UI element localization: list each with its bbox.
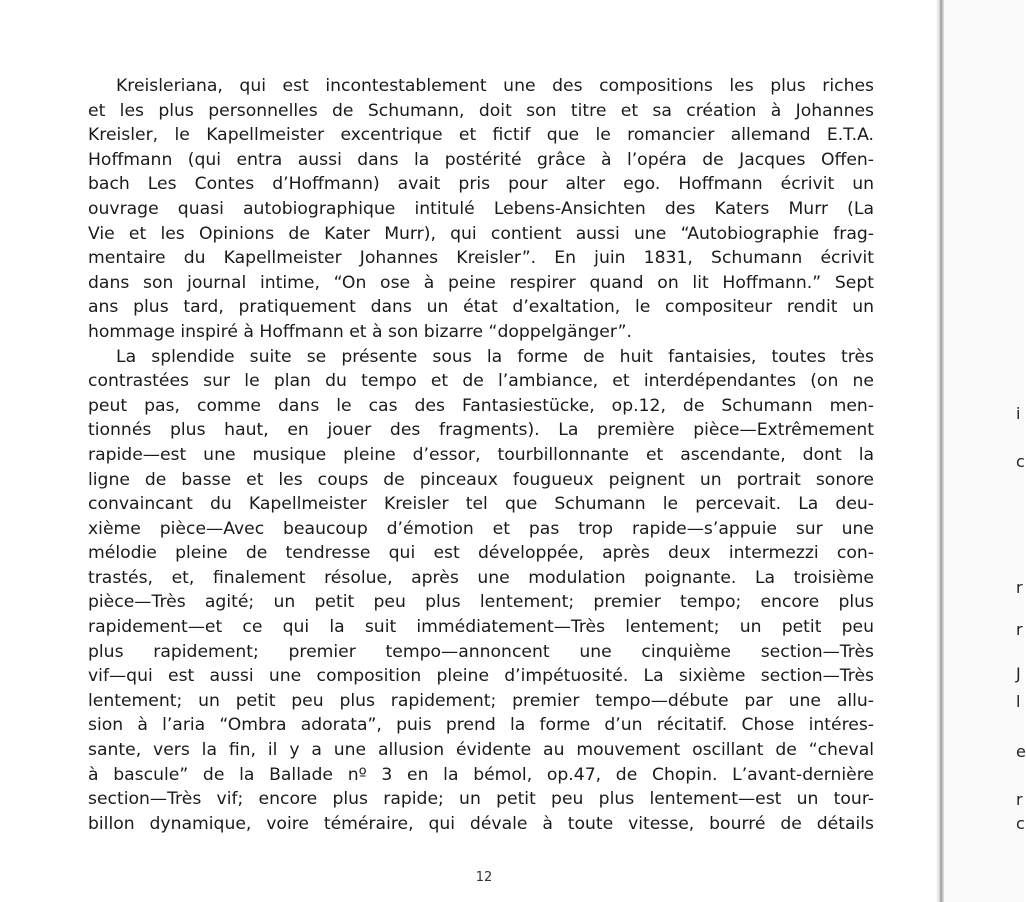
body-text xyxy=(88,74,874,836)
adjacent-page-glyph: l xyxy=(1016,692,1021,711)
text-line: tionnés plus haut, en jouer des fragments). La première pièce—Extrêmement xyxy=(88,420,874,441)
text-line: ouvrage quasi autobiographique intitulé Lebens-Ansichten des Katers Murr (La xyxy=(88,198,874,219)
text-line: rapidement—et ce qui la suit immédiatement—Très lentement; un petit peu xyxy=(88,617,874,638)
text-line: à bascule” de la Ballade nº 3 en la bémol, op.47, de Chopin. L’avant-dernière xyxy=(88,764,874,785)
text-line: Kreisler, le Kapellmeister excentrique et fictif que le romancier allemand E.T.A. xyxy=(88,125,874,146)
text-line: Vie et les Opinions de Kater Murr), qui contient aussi une “Autobiographie frag- xyxy=(88,223,874,244)
text-line: ans plus tard, pratiquement dans un état d’exaltation, le compositeur rendit un xyxy=(88,297,874,318)
text-line: Kreisleriana, qui est incontestablement une des compositions les plus riches xyxy=(116,76,874,96)
text-line: vif—qui est aussi une composition pleine d’impétuosité. La sixième section—Très xyxy=(88,666,874,687)
adjacent-page-glyph: J xyxy=(1016,664,1021,683)
adjacent-page-glyph: r xyxy=(1016,620,1023,639)
adjacent-page-glyph: r xyxy=(1016,790,1023,809)
text-line: rapide—est une musique pleine d’essor, tourbillonnante et ascendante, dont la xyxy=(88,444,874,465)
adjacent-page-glyph: c xyxy=(1016,814,1025,833)
text-line: pièce—Très agité; un petit peu plus lentement; premier tempo; encore plus xyxy=(88,592,874,613)
text-line: mélodie pleine de tendresse qui est développée, après deux intermezzi con- xyxy=(88,543,874,564)
adjacent-page-glyph: e xyxy=(1016,742,1026,761)
text-line: trastés, et, finalement résolue, après une modulation poignante. La troisième xyxy=(88,567,874,588)
text-line: Hoffmann (qui entra aussi dans la postérité grâce à l’opéra de Jacques Offen- xyxy=(88,149,874,170)
adjacent-page-glyph: c xyxy=(1016,452,1025,471)
text-line: bach Les Contes d’Hoffmann) avait pris pour alter ego. Hoffmann écrivit un xyxy=(88,174,874,195)
text-line: contrastées sur le plan du tempo et de l’ambiance, et interdépendantes (on ne xyxy=(88,371,874,392)
text-line: peut pas, comme dans le cas des Fantasiestücke, op.12, de Schumann men- xyxy=(88,395,874,416)
text-line: sante, vers la fin, il y a une allusion évidente au mouvement oscillant de “cheval xyxy=(88,740,874,761)
text-line: sion à l’aria “Ombra adorata”, puis prend la forme d’un récitatif. Chose intéres- xyxy=(88,715,874,736)
page-gutter xyxy=(936,0,944,902)
text-line: plus rapidement; premier tempo—annoncent une cinquième section—Très xyxy=(88,641,874,662)
text-line: mentaire du Kapellmeister Johannes Kreisler”. En juin 1831, Schumann écrivit xyxy=(88,248,874,269)
text-line: ligne de basse et les coups de pinceaux fougueux peignent un portrait sonore xyxy=(88,469,874,490)
text-line: convaincant du Kapellmeister Kreisler tel que Schumann le percevait. La deu- xyxy=(88,494,874,515)
adjacent-page-glyph: i xyxy=(1016,404,1021,423)
text-line: La splendide suite se présente sous la forme de huit fantaisies, toutes très xyxy=(116,346,874,367)
text-line: hommage inspiré à Hoffmann et à son bizarre “doppelgänger”. xyxy=(88,321,633,342)
text-line: lentement; un petit peu plus rapidement; premier tempo—débute par une allu- xyxy=(88,690,874,711)
adjacent-page-glyph: r xyxy=(1016,578,1023,597)
text-line: section—Très vif; encore plus rapide; un petit peu plus lentement—est un tour- xyxy=(88,789,874,810)
text-line: xième pièce—Avec beaucoup d’émotion et pas trop rapide—s’appuie sur une xyxy=(88,518,874,539)
adjacent-page-edge xyxy=(944,0,1024,902)
text-line: et les plus personnelles de Schumann, doit son titre et sa création à Johannes xyxy=(88,100,874,121)
text-line: billon dynamique, voire téméraire, qui dévale à toute vitesse, bourré de détails xyxy=(88,813,874,834)
text-line: dans son journal intime, “On ose à peine respirer quand on lit Hoffmann.” Sept xyxy=(88,272,874,293)
page-number: 12 xyxy=(475,870,493,885)
